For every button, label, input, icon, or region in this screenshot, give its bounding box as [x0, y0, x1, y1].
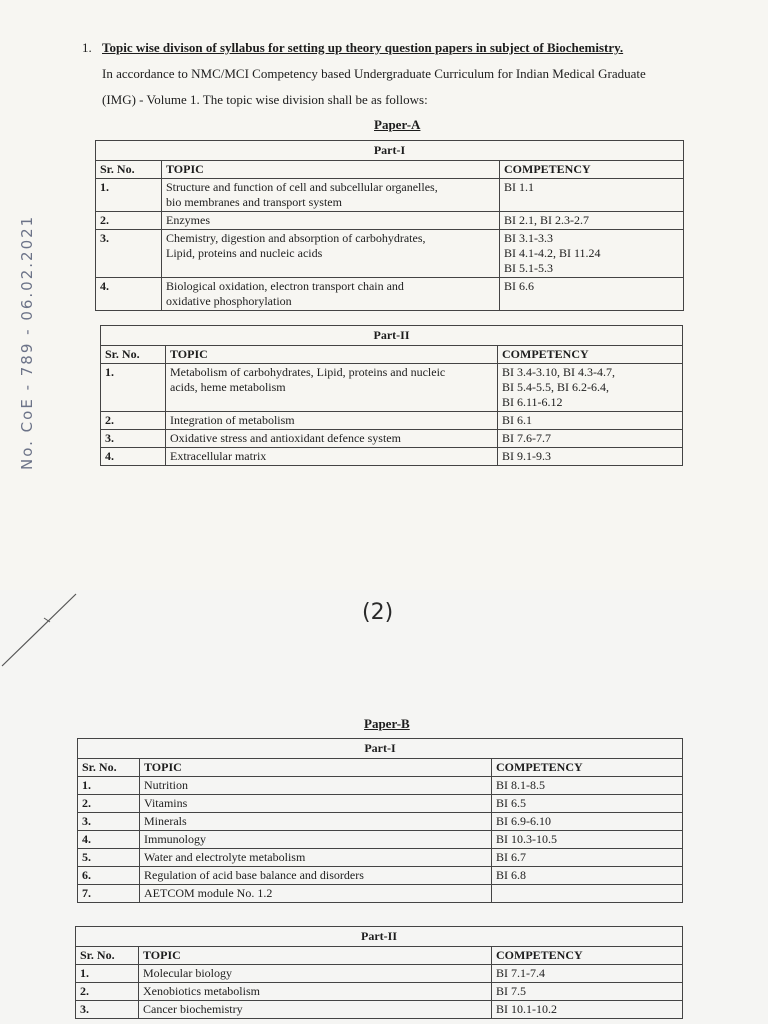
table-row: [78, 885, 683, 903]
competency-line: BI 5.1-5.3: [504, 261, 553, 275]
topic-cell: Integration of metabolism: [166, 412, 498, 430]
competency-line: BI 5.4-5.5, BI 6.2-6.4,: [502, 380, 609, 394]
competency-cell: BI 10.3-10.5: [492, 831, 683, 849]
sr-no: 3.: [78, 813, 140, 831]
competency-cell: BI 7.6-7.7: [498, 430, 683, 448]
topic-cell: [162, 278, 500, 311]
topic-cell: [166, 364, 498, 412]
competency-line: BI 3.4-3.10, BI 4.3-4.7,: [502, 365, 615, 379]
competency-cell: BI 6.9-6.10: [492, 813, 683, 831]
competency-cell: BI 1.1: [500, 179, 684, 212]
paper-b-part-1-table: [77, 738, 683, 903]
competency-line: BI 3.1-3.3: [504, 231, 553, 245]
topic-cell: Vitamins: [140, 795, 492, 813]
sr-no: 2.: [96, 212, 162, 230]
topic-line: oxidative phosphorylation: [166, 294, 292, 308]
part-label: Part-I: [78, 739, 683, 759]
header-competency: COMPETENCY: [498, 346, 683, 364]
sr-no: 2.: [78, 795, 140, 813]
sr-no: 1.: [96, 179, 162, 212]
topic-cell: Molecular biology: [139, 965, 492, 983]
table-row: [78, 795, 683, 813]
table-row: [101, 364, 683, 412]
sr-no: 2.: [101, 412, 166, 430]
competency-cell: BI 7.5: [492, 983, 683, 1001]
table-row: [101, 412, 683, 430]
topic-line: acids, heme metabolism: [170, 380, 286, 394]
header-topic: TOPIC: [162, 161, 500, 179]
topic-cell: Water and electrolyte metabolism: [140, 849, 492, 867]
topic-line: Biological oxidation, electron transport chain and: [166, 279, 404, 293]
paper-a-title: Paper-A: [374, 117, 421, 132]
topic-cell: AETCOM module No. 1.2: [140, 885, 492, 903]
sr-no: 3.: [76, 1001, 139, 1019]
competency-cell: BI 8.1-8.5: [492, 777, 683, 795]
competency-cell: BI 6.5: [492, 795, 683, 813]
pen-stroke-mark: [0, 588, 80, 668]
topic-cell: Extracellular matrix: [166, 448, 498, 466]
header-sr-no: Sr. No.: [76, 947, 139, 965]
competency-cell: [500, 230, 684, 278]
topic-line: Structure and function of cell and subcellular organelles,: [166, 180, 438, 194]
sr-no: 6.: [78, 867, 140, 885]
competency-line: BI 4.1-4.2, BI 11.24: [504, 246, 601, 260]
header-sr-no: Sr. No.: [101, 346, 166, 364]
sr-no: 1.: [78, 777, 140, 795]
competency-cell: BI 6.8: [492, 867, 683, 885]
topic-cell: [162, 230, 500, 278]
topic-cell: Xenobiotics metabolism: [139, 983, 492, 1001]
topic-cell: Immunology: [140, 831, 492, 849]
sr-no: 1.: [101, 364, 166, 412]
header-sr-no: Sr. No.: [96, 161, 162, 179]
header-competency: COMPETENCY: [500, 161, 684, 179]
topic-line: Metabolism of carbohydrates, Lipid, proteins and nucleic: [170, 365, 446, 379]
competency-cell: BI 2.1, BI 2.3-2.7: [500, 212, 684, 230]
header-competency: COMPETENCY: [492, 759, 683, 777]
competency-cell: BI 6.6: [500, 278, 684, 311]
paper-a-part-1-table: [95, 140, 684, 311]
topic-cell: Cancer biochemistry: [139, 1001, 492, 1019]
section-number: 1.: [82, 40, 92, 55]
sr-no: 4.: [78, 831, 140, 849]
competency-cell: BI 7.1-7.4: [492, 965, 683, 983]
intro-paragraph-line-2: (IMG) - Volume 1. The topic wise division shall be as follows:: [102, 92, 428, 107]
competency-cell: BI 9.1-9.3: [498, 448, 683, 466]
competency-cell: BI 10.1-10.2: [492, 1001, 683, 1019]
table-row: [101, 430, 683, 448]
header-topic: TOPIC: [139, 947, 492, 965]
part-label: Part-I: [96, 141, 684, 161]
table-row: [78, 777, 683, 795]
sr-no: 3.: [101, 430, 166, 448]
sr-no: 5.: [78, 849, 140, 867]
paper-b-part-2-table: [75, 926, 683, 1019]
topic-line: Lipid, proteins and nucleic acids: [166, 246, 323, 260]
table-row: [101, 448, 683, 466]
topic-cell: Enzymes: [162, 212, 500, 230]
sr-no: 4.: [101, 448, 166, 466]
section-heading: Topic wise divison of syllabus for setting up theory question papers in subject of Biochemistry.: [102, 40, 624, 55]
table-row: [76, 983, 683, 1001]
paper-b-title: Paper-B: [364, 716, 410, 731]
table-row: [78, 867, 683, 885]
table-row: [76, 965, 683, 983]
header-competency: COMPETENCY: [492, 947, 683, 965]
topic-cell: Minerals: [140, 813, 492, 831]
handwritten-reference-stamp: No. CoE - 789 - 06.02.2021: [18, 214, 36, 470]
table-row: [96, 212, 684, 230]
intro-paragraph-line-1: In accordance to NMC/MCI Competency based Undergraduate Curriculum for Indian Medical Graduate: [102, 66, 646, 81]
paper-a-part-2-table: [100, 325, 683, 466]
table-row: [78, 849, 683, 867]
competency-cell: BI 6.1: [498, 412, 683, 430]
page-number: (2): [362, 600, 394, 625]
table-row: [76, 1001, 683, 1019]
sr-no: 7.: [78, 885, 140, 903]
topic-line: bio membranes and transport system: [166, 195, 342, 209]
table-row: [96, 230, 684, 278]
sr-no: 3.: [96, 230, 162, 278]
table-row: [96, 179, 684, 212]
table-row: [78, 813, 683, 831]
header-sr-no: Sr. No.: [78, 759, 140, 777]
competency-cell: BI 6.7: [492, 849, 683, 867]
topic-cell: Regulation of acid base balance and disorders: [140, 867, 492, 885]
header-topic: TOPIC: [140, 759, 492, 777]
competency-line: BI 6.11-6.12: [502, 395, 563, 409]
topic-cell: Oxidative stress and antioxidant defence system: [166, 430, 498, 448]
header-topic: TOPIC: [166, 346, 498, 364]
topic-cell: [162, 179, 500, 212]
sr-no: 1.: [76, 965, 139, 983]
table-row: [78, 831, 683, 849]
topic-cell: Nutrition: [140, 777, 492, 795]
part-label: Part-II: [76, 927, 683, 947]
competency-cell: [492, 885, 683, 903]
part-label: Part-II: [101, 326, 683, 346]
sr-no: 2.: [76, 983, 139, 1001]
topic-line: Chemistry, digestion and absorption of carbohydrates,: [166, 231, 426, 245]
sr-no: 4.: [96, 278, 162, 311]
table-row: [96, 278, 684, 311]
competency-cell: [498, 364, 683, 412]
